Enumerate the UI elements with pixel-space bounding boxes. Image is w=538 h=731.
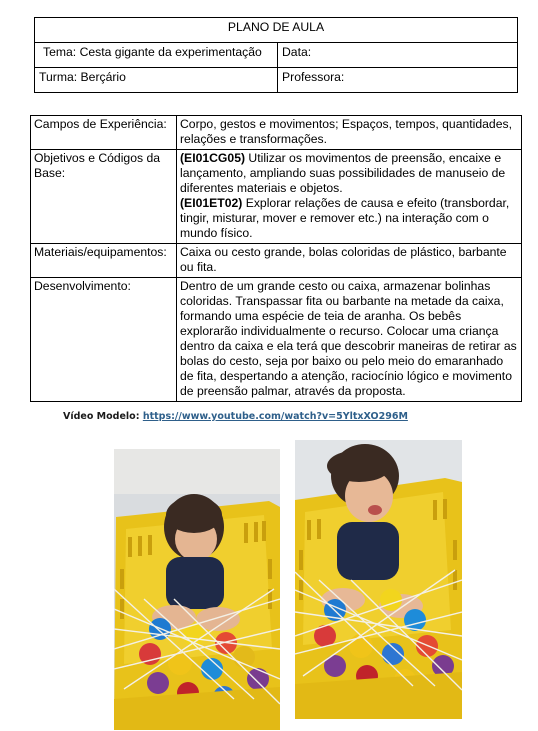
campos-label: Campos de Experiência: (31, 116, 177, 150)
desenvolvimento-value: Dentro de um grande cesto ou caixa, armazenar bolinhas coloridas. Transpassar fita ou barbante na metade da caixa, formando uma espécie de teia de aranha. Os bebês explorarão individualmente o recurso. Colocar uma criança dentro da caixa e ela terá que descobrir maneiras de retirar as bolas do cesto, seja por baixo ou pelo meio do emaranhado de fita, despertando a atenção, raciocínio lógico e movimento de preensão palmar, através da proposta. (177, 278, 522, 402)
video-label: Vídeo Modelo: (63, 411, 143, 422)
photo-illustration (295, 440, 462, 719)
table-row (31, 278, 522, 402)
header-table (34, 17, 518, 93)
activity-photo-2 (295, 440, 462, 719)
table-row (31, 116, 522, 150)
photo-illustration (114, 449, 280, 730)
desenvolvimento-label: Desenvolvimento: (31, 278, 177, 402)
materiais-value: Caixa ou cesto grande, bolas coloridas de plástico, barbante ou fita. (177, 244, 522, 278)
objective-code: (EI01ET02) (180, 196, 243, 210)
professora-cell: Professora: (278, 68, 518, 93)
materiais-label: Materiais/equipamentos: (31, 244, 177, 278)
data-cell: Data: (278, 43, 518, 68)
table-row (31, 150, 522, 244)
objetivos-label: Objetivos e Códigos da Base: (31, 150, 177, 244)
activity-photo-1 (114, 449, 280, 730)
table-row (31, 244, 522, 278)
turma-cell: Turma: Berçário (35, 68, 278, 93)
objective-text: Explorar relações de causa e efeito (transbordar, tingir, misturar, mover e remover etc.) na interação com o mundo físico. (180, 196, 510, 240)
plan-table (30, 115, 522, 402)
tema-cell: Tema: Cesta gigante da experimentação (35, 43, 278, 68)
document-title: PLANO DE AULA (35, 18, 518, 43)
video-model-line (63, 411, 408, 422)
campos-value: Corpo, gestos e movimentos; Espaços, tempos, quantidades, relações e transformações. (177, 116, 522, 150)
video-link[interactable]: https://www.youtube.com/watch?v=5YltxXO296M (142, 411, 408, 422)
objective-text: Utilizar os movimentos de preensão, encaixe e lançamento, ampliando suas possibilidades de manuseio de diferentes materiais e objetos. (180, 151, 506, 195)
objetivos-value (177, 150, 522, 244)
objective-code: (EI01CG05) (180, 151, 246, 165)
